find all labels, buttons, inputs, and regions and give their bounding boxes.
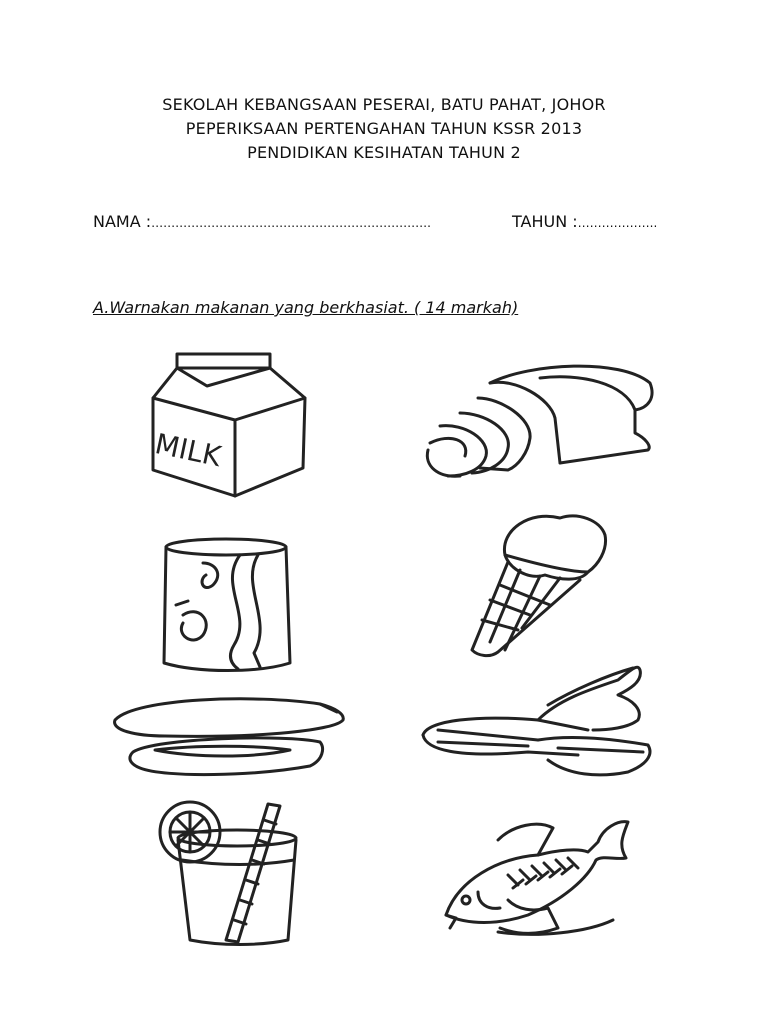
name-label: NAMA : (93, 212, 152, 231)
year-label: TAHUN : (512, 212, 578, 231)
bread-loaf-icon[interactable] (420, 358, 660, 483)
ice-cream-cone-icon[interactable] (460, 510, 610, 660)
papaya-icon[interactable] (105, 690, 350, 780)
vegetable-icon[interactable] (418, 660, 658, 780)
subject-title: PENDIDIKAN KESIHATAN TAHUN 2 (247, 143, 521, 162)
milk-carton-icon[interactable] (145, 350, 310, 500)
year-blank[interactable]: ……………….. (577, 216, 658, 230)
fish-icon[interactable] (438, 800, 633, 940)
soda-can-icon[interactable] (158, 535, 296, 675)
school-name: SEKOLAH KEBANGSAAN PESERAI, BATU PAHAT, JOHOR (162, 95, 606, 114)
exam-title: PEPERIKSAAN PERTENGAHAN TAHUN KSSR 2013 (185, 119, 583, 138)
worksheet-header (0, 93, 768, 165)
milk-label: MILK (152, 427, 225, 474)
juice-glass-icon[interactable] (150, 800, 300, 950)
section-a-instruction: A.Warnakan makanan yang berkhasiat. ( 14 markah) (93, 298, 519, 317)
name-field[interactable] (93, 212, 431, 231)
year-field[interactable] (512, 212, 657, 231)
name-blank[interactable]: ……………………………………………………………. (151, 216, 431, 230)
